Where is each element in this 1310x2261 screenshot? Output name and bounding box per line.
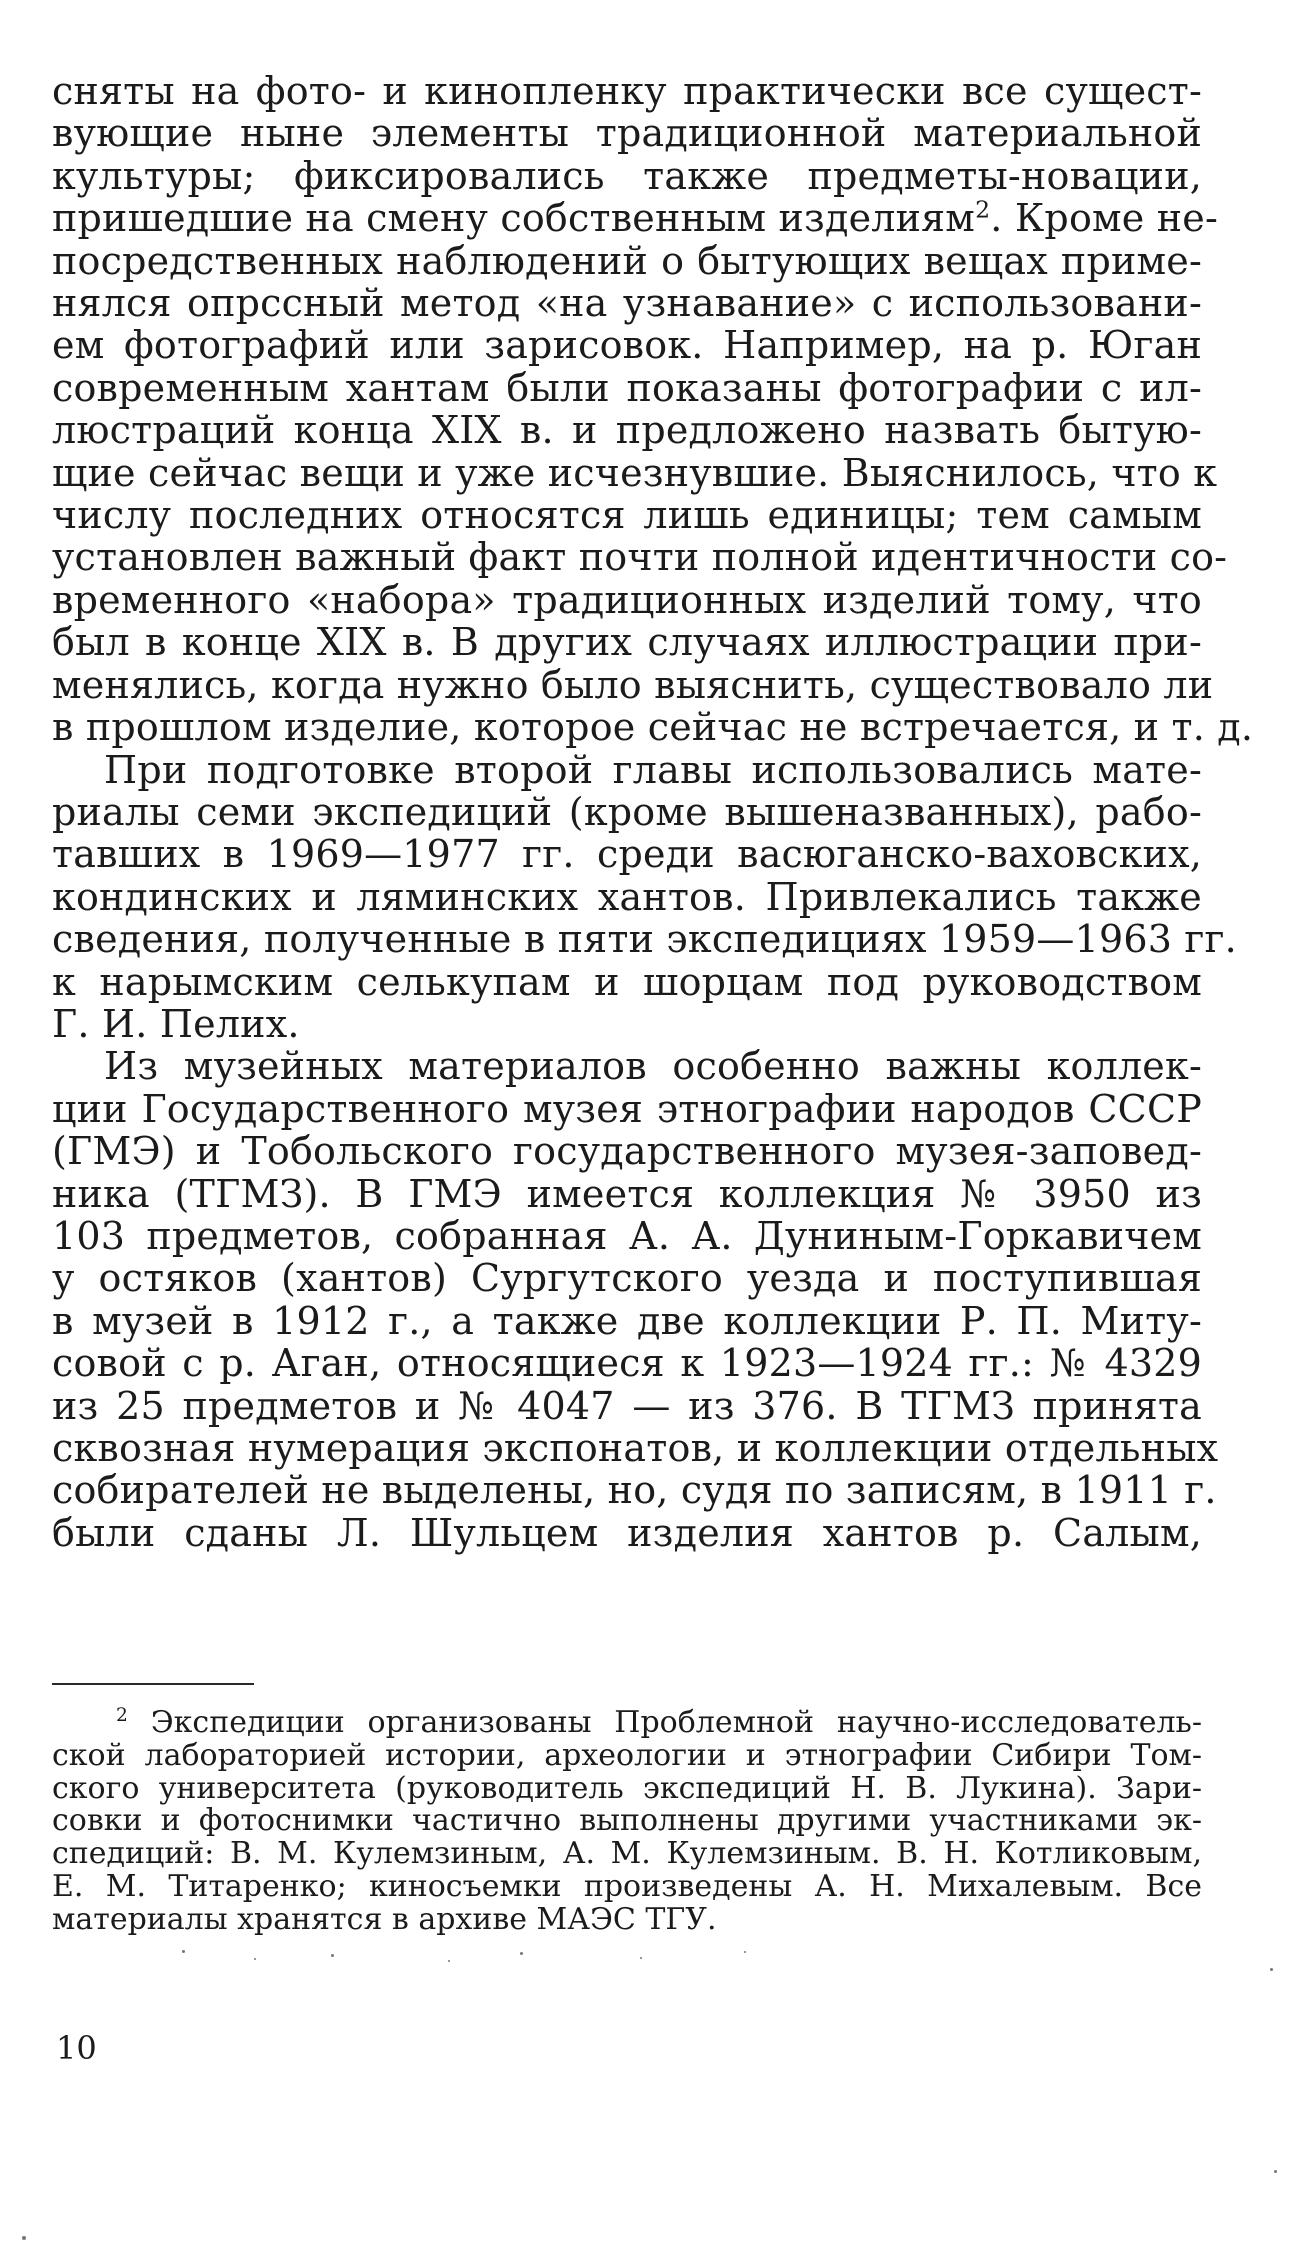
text-line: люстраций конца XIX в. и предложено назвать бытую- — [52, 408, 1202, 453]
text-line: были сданы Л. Шульцем изделия хантов р. Салым, — [52, 1510, 1202, 1555]
text-line: сняты на фото- и кинопленку практически все сущест- — [52, 69, 1202, 113]
text-line: (ГМЭ) и Тобольского государственного музея-заповед- — [52, 1129, 1202, 1174]
speck — [744, 1951, 746, 1953]
text-line: сквозная нумерация экспонатов, и коллекции отдельных — [52, 1426, 1219, 1470]
footnote — [52, 1707, 1202, 1937]
text-line: ника (ТГМЗ). В ГМЭ имеется коллекция № 3950 из — [52, 1171, 1202, 1216]
text-line: менялись, когда нужно было выяснить, существовало ли — [52, 662, 1214, 707]
text-line: временного «набора» традиционных изделий тому, что — [52, 577, 1202, 622]
footnote-line: совки и фотоснимки частично выполнены другими участниками эк- — [52, 1803, 1202, 1839]
footnote-line — [52, 1707, 1202, 1740]
footnote-line: ской лабораторией истории, археологии и этнографии Сибири Том- — [52, 1737, 1202, 1773]
footnote-line-text: Экспедиции организованы Проблемной научно-исследователь- — [150, 1705, 1202, 1740]
text-line: Г. И. Пелих. — [52, 1001, 300, 1046]
text-line: современным хантам были показаны фотографии с ил- — [52, 365, 1202, 410]
speck — [448, 1960, 450, 1962]
text-line: установлен важный факт почти полной идентичности со- — [52, 535, 1228, 580]
text-line: тавших в 1969—1977 гг. среди васюганско-ваховских, — [52, 832, 1202, 877]
text-line: совой с р. Аган, относящиеся к 1923—1924 гг.: № 4329 — [52, 1341, 1202, 1386]
footnote-line: спедиций: В. М. Кулемзиным, А. М. Кулемзиным. В. Н. Котликовым, — [52, 1836, 1202, 1872]
footnote-line: ского университета (руководитель экспедиций Н. В. Лукина). Зари- — [52, 1770, 1202, 1806]
text-line: кондинских и ляминских хантов. Привлекались также — [52, 874, 1202, 919]
speck — [254, 1958, 256, 1960]
text-line: риалы семи экспедиций (кроме вышеназванных), рабо- — [52, 789, 1202, 834]
text-line-part: пришедшие на смену собственным изделиям — [52, 196, 976, 241]
text-line: был в конце XIX в. В других случаях иллюстрации при- — [52, 620, 1202, 665]
text-line: щие сейчас вещи и уже исчезнувшие. Выяснилось, что к — [52, 450, 1218, 495]
speck — [1274, 2170, 1277, 2173]
footnote-marker: 2 — [116, 1705, 128, 1726]
text-line: числу последних относятся лишь единицы; тем самым — [52, 493, 1202, 538]
footnote-line: Е. М. Титаренко; киносъемки произведены А. Н. Михалевым. Все — [52, 1868, 1202, 1904]
text-line — [52, 195, 1219, 241]
text-line: собирателей не выделены, но, судя по записям, в 1911 г. — [52, 1468, 1217, 1513]
speck — [1270, 1968, 1273, 1971]
footnote-line: материалы хранятся в архиве МАЭС ТГУ. — [52, 1901, 717, 1937]
text-line: ции Государственного музея этнографии народов СССР — [52, 1086, 1202, 1131]
text-line-part: . Кроме не- — [990, 196, 1219, 241]
speck — [520, 1952, 523, 1955]
footnote-reference: 2 — [975, 195, 991, 224]
text-line: к нарымским селькупам и шорцам под руководством — [52, 959, 1202, 1004]
text-line: у остяков (хантов) Сургутского уезда и поступившая — [52, 1256, 1202, 1301]
text-line: из 25 предметов и № 4047 — из 376. В ТГМЗ принята — [52, 1383, 1202, 1428]
text-line: в прошлом изделие, которое сейчас не встречается, и т. д. — [52, 705, 1254, 750]
speck — [331, 1954, 334, 1957]
main-text — [52, 69, 1254, 1555]
text-line: культуры; фиксировались также предметы-новации, — [52, 153, 1202, 198]
text-line: 103 предметов, собранная А. А. Дуниным-Горкавичем — [52, 1213, 1202, 1258]
text-line: нялся опрссный метод «на узнавание» с использовани- — [52, 281, 1202, 326]
page-number: 10 — [56, 2029, 97, 2067]
speck — [22, 2236, 26, 2240]
text-line: в музей в 1912 г., а также две коллекции Р. П. Миту- — [52, 1298, 1202, 1343]
text-line: сведения, полученные в пяти экспедициях 1959—1963 гг. — [52, 917, 1237, 962]
text-line: вующие ныне элементы традиционной материальной — [52, 111, 1202, 156]
text-line: При подготовке второй главы использовались мате- — [104, 747, 1202, 792]
speck — [182, 1950, 185, 1953]
text-line: посредственных наблюдений о бытующих вещах приме- — [52, 238, 1202, 283]
speck — [640, 1957, 642, 1959]
text-line: Из музейных материалов особенно важны коллек- — [104, 1044, 1202, 1089]
text-line: ем фотографий или зарисовок. Например, на р. Юган — [52, 323, 1202, 368]
footnote-divider — [52, 1683, 254, 1685]
